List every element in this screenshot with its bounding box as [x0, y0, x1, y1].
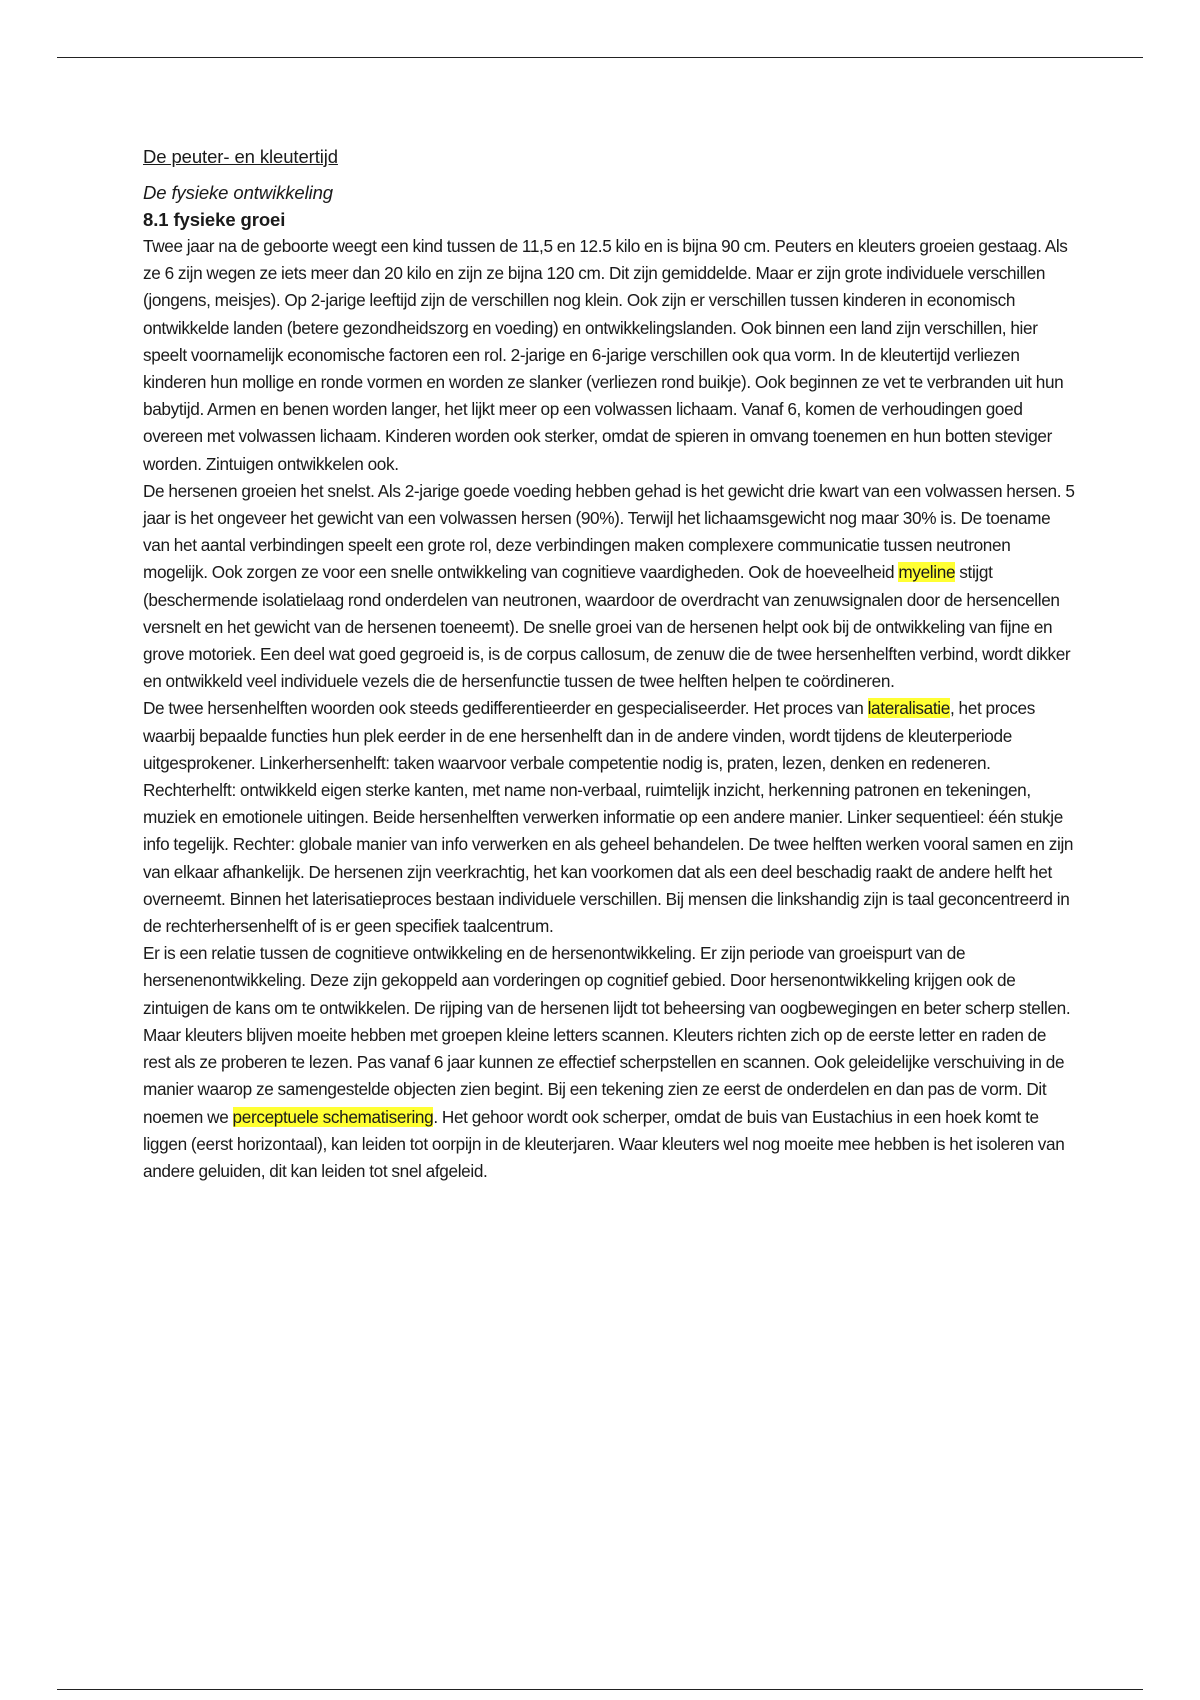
paragraph-text: Er is een relatie tussen de cognitieve ontwikkeling en de hersenontwikkeling. Er zijn periode van groeispurt van de hersenenontwikkeling. Deze zijn gekoppeld aan vorderingen op cognitief gebied. Door hersenontwikkeling krijgen ook de zintuigen de kans om te ontwikkelen. De rijping van de hersenen lijdt tot beheersing van oogbewegingen en beter scherp stellen. Maar kleuters blijven moeite hebben met groepen kleine letters scannen. Kleuters richten zich op de eerste letter en raden de rest als ze proberen te lezen. Pas vanaf 6 jaar kunnen ze effectief scherpstellen en scannen. Ook geleidelijke verschuiving in de manier waarop ze samengestelde objecten zien begint. Bij een tekening zien ze eerst de onderdelen en dan pas de vorm. Dit noemen we [143, 943, 1071, 1127]
paragraph-text: . Het gehoor wordt ook scherper, omdat de buis van Eustachius in een hoek komt te liggen (eerst horizontaal), kan leiden tot oorpijn in de kleuterjaren. Waar kleuters wel nog moeite mee hebben is het isoleren van andere geluiden, dit kan leiden tot snel afgeleid. [143, 1106, 1065, 1181]
document-body [143, 143, 1075, 1185]
paragraph-text: Twee jaar na de geboorte weegt een kind tussen de 11,5 en 12.5 kilo en is bijna 90 cm. Peuters en kleuters groeien gestaag. Als ze 6 zijn wegen ze iets meer dan 20 kilo en zijn ze bijna 120 cm. Dit zijn gemiddelde. Maar er zijn grote individuele verschillen (jongens, meisjes). Op 2-jarige leeftijd zijn de verschillen nog klein. Ook zijn er verschillen tussen kinderen in economisch ontwikkelde landen (betere gezondheidszorg en voeding) en ontwikkelingslanden. Ook binnen een land zijn verschillen, hier speelt voornamelijk economische factoren een rol. 2-jarige en 6-jarige verschillen ook qua vorm. In de kleutertijd verliezen kinderen hun mollige en ronde vormen en worden ze slanker (verliezen rond buikje). Ook beginnen ze vet te verbranden uit hun babytijd. Armen en benen worden langer, het lijkt meer op een volwassen lichaam. Vanaf 6, komen de verhoudingen goed overeen met volwassen lichaam. Kinderen worden ook sterker, omdat de spieren in omvang toenemen en hun botten steviger worden. Zintuigen ontwikkelen ook. [143, 236, 1068, 474]
paragraph-text: , het proces waarbij bepaalde functies hun plek eerder in de ene hersenhelft dan in de andere vinden, wordt tijdens de kleuterperiode uitgesprokener. Linkerhersenhelft: taken waarvoor verbale competentie nodig is, praten, lezen, denken en redeneren. Rechterhelft: ontwikkeld eigen sterke kanten, met name non-verbaal, ruimtelijk inzicht, herkenning patronen en tekeningen, muziek en emotionele uitingen. Beide hersenhelften verwerken informatie op een andere manier. Linker sequentieel: één stukje info tegelijk. Rechter: globale manier van info verwerken en als geheel behandelen. De twee helften werken vooral samen en zijn van elkaar afhankelijk. De hersenen zijn veerkrachtig, het kan voorkomen dat als een deel beschadig raakt de andere helft het overneemt. Binnen het laterisatieproces bestaan individuele verschillen. Bij mensen die linkshandig zijn is taal geconcentreerd in de rechterhersenhelft of is er geen specifiek taalcentrum. [143, 698, 1074, 937]
paragraph-cognitive-development [143, 940, 1075, 1185]
paragraph-text: stijgt (beschermende isolatielaag rond onderdelen van neutronen, waardoor de overdracht van zenuwsignalen door de hersencellen versnelt en het gewicht van de hersenen toeneemt). De snelle groei van de hersenen helpt ook bij de ontwikkeling van fijne en grove motoriek. Een deel wat goed gegroeid is, is de corpus callosum, de zenuw die de twee hersenhelften verbind, wordt dikker en ontwikkeld veel individuele vezels die de hersenfunctie tussen de twee helften helpen te coördineren. [143, 562, 1071, 692]
highlighted-term-perceptuele-schematisering: perceptuele schematisering [232, 1106, 434, 1127]
subsection-heading: 8.1 fysieke groei [143, 209, 286, 230]
paragraph-text: De twee hersenhelften woorden ook steeds gedifferentieerder en gespecialiseerder. Het proces van [143, 698, 868, 719]
highlighted-term-myeline: myeline [898, 562, 956, 583]
document-title: De peuter- en kleutertijd [143, 146, 338, 167]
paragraph-brain-growth [143, 478, 1075, 696]
paragraph-lateralization [143, 695, 1075, 940]
paragraph-physical-growth [143, 233, 1075, 478]
paragraph-text: De hersenen groeien het snelst. Als 2-jarige goede voeding hebben gehad is het gewicht drie kwart van een volwassen hersen. 5 jaar is het ongeveer het gewicht van een volwassen hersen (90%). Terwijl het lichaamsgewicht nog maar 30% is. De toename van het aantal verbindingen speelt een grote rol, deze verbindingen maken complexere communicatie tussen neutronen mogelijk. Ook zorgen ze voor een snelle ontwikkeling van cognitieve vaardigheden. Ook de hoeveelheid [143, 480, 1075, 583]
page-footer-rule [57, 1689, 1143, 1690]
highlighted-term-lateralisatie: lateralisatie [867, 698, 950, 719]
page-header-rule [57, 57, 1143, 58]
section-heading: De fysieke ontwikkeling [143, 182, 333, 203]
